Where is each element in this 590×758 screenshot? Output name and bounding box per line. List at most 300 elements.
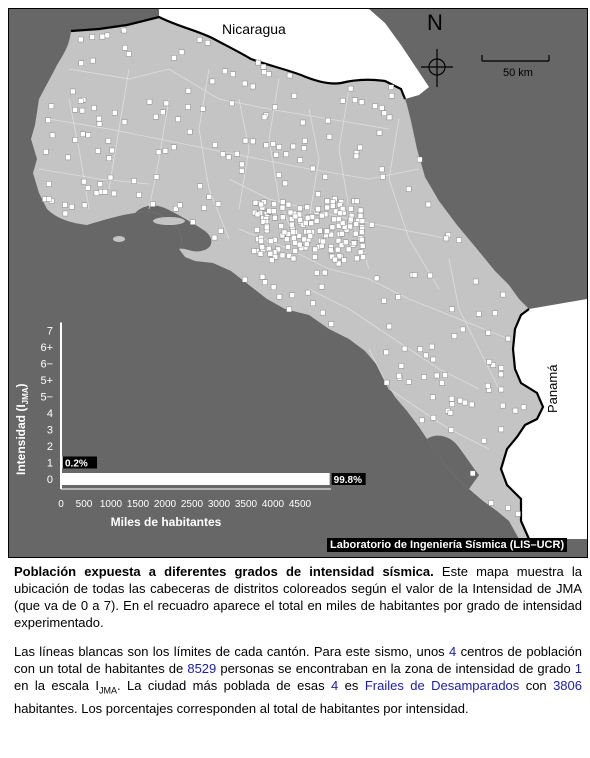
district-marker (449, 307, 454, 312)
district-marker (397, 373, 402, 378)
district-marker (463, 400, 468, 405)
district-marker (147, 99, 152, 104)
district-marker (66, 155, 71, 160)
district-marker (489, 501, 494, 506)
district-marker (486, 330, 491, 335)
district-marker (287, 73, 292, 78)
district-marker (254, 227, 259, 232)
district-marker (258, 251, 263, 256)
district-marker (315, 206, 320, 211)
district-marker (267, 208, 272, 213)
chart-y-tick-label: 2 (46, 441, 53, 453)
district-marker (298, 158, 303, 163)
district-marker (340, 98, 345, 103)
district-marker (499, 387, 504, 392)
district-marker (338, 211, 343, 216)
district-marker (448, 410, 453, 415)
district-marker (164, 101, 169, 106)
island (113, 236, 125, 242)
district-marker (354, 256, 359, 261)
district-marker (69, 204, 74, 209)
caption-text: . La ciudad más poblada de esas (117, 678, 332, 693)
district-marker (312, 255, 317, 260)
district-marker (43, 149, 48, 154)
district-marker (268, 251, 273, 256)
district-marker (291, 230, 296, 235)
district-marker (261, 64, 266, 69)
island (153, 217, 185, 225)
district-marker (500, 403, 505, 408)
district-marker (418, 347, 423, 352)
district-marker (90, 58, 95, 63)
caption-paragraph-1 (14, 563, 582, 631)
district-marker (310, 166, 315, 171)
district-marker (304, 242, 309, 247)
district-marker (216, 202, 221, 207)
district-marker (501, 292, 506, 297)
district-marker (234, 151, 239, 156)
caption-text: en la escala I (14, 678, 100, 693)
district-marker (286, 202, 291, 207)
district-marker (286, 245, 291, 250)
chart-x-tick-label: 3500 (234, 499, 258, 510)
district-marker (321, 239, 326, 244)
district-marker (79, 61, 84, 66)
district-marker (493, 311, 498, 316)
district-marker (360, 243, 365, 248)
district-marker (112, 191, 117, 196)
district-marker (506, 336, 511, 341)
district-marker (313, 247, 318, 252)
district-marker (516, 511, 521, 516)
district-marker (354, 199, 359, 204)
district-marker (354, 222, 359, 227)
district-marker (430, 395, 435, 400)
chart-bar (61, 473, 330, 485)
nicaragua-label: Nicaragua (222, 21, 286, 37)
district-marker (190, 220, 195, 225)
chart-y-tick-label: 5+ (40, 375, 53, 387)
district-marker (250, 139, 255, 144)
district-marker (220, 152, 225, 157)
district-marker (229, 101, 234, 106)
district-marker (291, 256, 296, 261)
district-marker (230, 72, 235, 77)
district-marker (359, 237, 364, 242)
district-marker (373, 104, 378, 109)
district-marker (311, 301, 316, 306)
district-marker (97, 116, 102, 121)
chart-x-tick-label: 4500 (288, 499, 312, 510)
district-marker (380, 174, 385, 179)
district-marker (358, 208, 363, 213)
district-marker (521, 405, 526, 410)
district-marker (452, 334, 457, 339)
district-marker (207, 194, 212, 199)
district-marker (283, 181, 288, 186)
district-marker (122, 120, 127, 125)
district-marker (280, 200, 285, 205)
district-marker (82, 203, 87, 208)
caption-description: Este mapa muestra la ubicación de todas las cabeceras de distritos coloreados según el valor de la Intensidad de JMA (que va de 0 a 7). En el recuadro aparece el total en miles de habitantes por grado de intensidad experimentado. (14, 564, 582, 630)
caption-text: personas se encontraban en la zona de intensidad de grado (216, 661, 575, 676)
district-marker (198, 184, 203, 189)
district-marker (255, 212, 260, 217)
district-marker (243, 138, 248, 143)
caption-text: con (519, 678, 554, 693)
district-marker (449, 428, 454, 433)
district-marker (359, 230, 364, 235)
district-marker (310, 215, 315, 220)
district-marker (308, 234, 313, 239)
district-marker (473, 279, 478, 284)
district-marker (153, 114, 158, 119)
district-marker (323, 174, 328, 179)
caption-text: centros de población con un total de habitantes de (14, 644, 582, 676)
district-marker (291, 144, 296, 149)
district-marker (240, 162, 245, 167)
district-marker (273, 105, 278, 110)
district-marker (431, 357, 436, 362)
north-label: N (427, 10, 443, 35)
district-marker (348, 86, 353, 91)
district-marker (80, 108, 85, 113)
district-marker (91, 106, 96, 111)
district-marker (346, 247, 351, 252)
district-marker (336, 217, 341, 222)
district-marker (95, 149, 100, 154)
district-marker (185, 105, 190, 110)
district-marker (85, 186, 90, 191)
chart-y-tick-label: 5− (40, 391, 53, 404)
district-marker (73, 137, 78, 142)
district-marker (70, 89, 75, 94)
district-marker (46, 118, 51, 123)
district-marker (277, 294, 282, 299)
district-marker (297, 242, 302, 247)
district-marker (335, 247, 340, 252)
district-marker (487, 359, 492, 364)
caption-title: Población expuesta a diferentes grados de intensidad sísmica. (14, 564, 434, 579)
district-marker (330, 225, 335, 230)
chart-x-tick-label: 0 (58, 499, 64, 510)
district-marker (82, 179, 87, 184)
district-marker (387, 324, 392, 329)
district-marker (457, 238, 462, 243)
district-marker (444, 236, 449, 241)
district-marker (460, 327, 465, 332)
costa-rica-map (9, 9, 587, 557)
district-marker (94, 191, 99, 196)
population-total: 8529 (187, 661, 217, 676)
district-marker (288, 210, 293, 215)
district-marker (280, 215, 285, 220)
district-marker (374, 276, 379, 281)
chart-y-tick-label: 6+ (40, 342, 53, 354)
district-marker (103, 189, 108, 194)
district-marker (317, 228, 322, 233)
district-marker (319, 213, 324, 218)
district-marker (305, 290, 310, 295)
chart-y-tick-label: 7 (46, 325, 53, 338)
district-marker (303, 220, 308, 225)
district-marker (63, 202, 68, 207)
district-marker (78, 98, 83, 103)
district-marker (154, 175, 159, 180)
district-marker (218, 228, 223, 233)
district-marker (268, 239, 273, 244)
district-marker (292, 93, 297, 98)
district-marker (213, 142, 218, 147)
district-marker (290, 293, 295, 298)
district-marker (293, 240, 298, 245)
district-marker (197, 37, 202, 42)
district-marker (506, 505, 511, 510)
district-marker (271, 285, 276, 290)
chart-y-tick-label: 4 (46, 408, 53, 420)
district-marker (358, 145, 363, 150)
district-marker (262, 115, 267, 120)
district-marker (406, 187, 411, 192)
district-marker (440, 380, 445, 385)
district-marker (359, 100, 364, 105)
district-marker (343, 240, 348, 245)
district-marker (47, 197, 52, 202)
caption-text: Las líneas blancas son los límites de cada cantón. Para este sismo, unos (14, 644, 450, 659)
district-marker (210, 79, 215, 84)
district-marker (325, 199, 330, 204)
district-marker (300, 120, 305, 125)
district-marker (137, 192, 142, 197)
district-marker (369, 222, 374, 227)
chart-x-tick-label: 1000 (99, 499, 123, 510)
scale-subscript: JMA (99, 685, 118, 696)
district-marker (262, 70, 267, 75)
district-marker (322, 270, 327, 275)
district-marker (49, 104, 54, 109)
chart-y-axis-label: Intensidad $(I_{JMA})$ (14, 383, 30, 475)
scale-label: 50 km (503, 67, 533, 79)
district-marker (316, 192, 321, 197)
district-marker (293, 249, 298, 254)
district-marker (156, 150, 161, 155)
district-marker (291, 235, 296, 240)
district-marker (302, 138, 307, 143)
district-marker (242, 81, 247, 86)
district-marker (358, 250, 363, 255)
district-marker (328, 248, 333, 253)
district-marker (469, 402, 474, 407)
district-marker (186, 88, 191, 93)
district-marker (78, 37, 83, 42)
caption-text: habitantes. Los porcentajes corresponden al total de habitantes por intensidad. (14, 700, 469, 716)
district-marker (434, 373, 439, 378)
district-marker (80, 132, 85, 137)
district-marker (379, 106, 384, 111)
map-panel (8, 8, 588, 558)
district-marker (272, 209, 277, 214)
district-marker (389, 85, 394, 90)
district-marker (320, 310, 325, 315)
district-marker (424, 353, 429, 358)
district-marker (222, 69, 227, 74)
district-marker (406, 379, 411, 384)
district-marker (106, 138, 111, 143)
district-marker (339, 231, 344, 236)
district-marker (172, 55, 177, 60)
district-marker (110, 148, 115, 153)
district-marker (259, 239, 264, 244)
district-marker (449, 396, 454, 401)
district-marker (276, 173, 281, 178)
chart-y-tick-label: 3 (46, 424, 53, 437)
chart-x-tick-label: 1500 (126, 499, 150, 510)
district-marker (289, 222, 294, 227)
district-marker (325, 229, 330, 234)
district-marker (499, 427, 504, 432)
district-marker (242, 277, 247, 282)
district-marker (302, 146, 307, 151)
district-marker (239, 168, 244, 173)
district-marker (46, 181, 51, 186)
district-marker (513, 408, 518, 413)
district-marker (382, 111, 387, 116)
district-marker (402, 346, 407, 351)
district-marker (309, 221, 314, 226)
district-marker (387, 115, 392, 120)
district-marker (348, 224, 353, 229)
district-marker (274, 152, 279, 157)
district-marker (443, 373, 448, 378)
district-marker (499, 372, 504, 377)
district-marker (107, 156, 112, 161)
district-marker (253, 200, 258, 205)
district-marker (160, 110, 165, 115)
district-marker (284, 237, 289, 242)
district-marker (126, 52, 131, 57)
district-marker (342, 258, 347, 263)
district-marker (282, 230, 287, 235)
district-marker (354, 154, 359, 159)
district-marker (298, 217, 303, 222)
district-marker (122, 28, 127, 33)
district-marker (333, 257, 338, 262)
district-marker (297, 206, 302, 211)
district-marker (353, 231, 358, 236)
district-marker (279, 224, 284, 229)
map-caption (14, 563, 582, 729)
district-marker (329, 322, 334, 327)
district-marker (277, 145, 282, 150)
district-marker (260, 274, 265, 279)
district-marker (382, 298, 387, 303)
district-marker (63, 211, 68, 216)
district-marker (150, 202, 155, 207)
district-marker (50, 133, 55, 138)
district-marker (419, 418, 424, 423)
district-marker (179, 50, 184, 55)
district-marker (171, 145, 176, 150)
city-population: 3806 (553, 678, 582, 693)
district-marker (358, 213, 363, 218)
intensity-grade: 1 (574, 661, 582, 676)
chart-x-tick-label: 2000 (153, 499, 177, 510)
district-marker (212, 235, 217, 240)
district-marker (163, 148, 168, 153)
district-marker (252, 249, 257, 254)
district-marker (200, 106, 205, 111)
district-marker (269, 258, 274, 263)
district-marker (98, 182, 103, 187)
district-marker (429, 344, 434, 349)
chart-percent-label: 99.8% (333, 475, 363, 486)
district-marker (332, 217, 337, 222)
district-marker (450, 402, 455, 407)
chart-bar (61, 457, 63, 469)
district-marker (314, 270, 319, 275)
district-marker (272, 202, 277, 207)
chart-percent-label: 0.2% (65, 458, 88, 470)
district-marker (256, 60, 261, 65)
district-marker (305, 205, 310, 210)
district-marker (293, 214, 298, 219)
district-marker (264, 143, 269, 148)
district-marker (399, 363, 404, 368)
district-marker (431, 415, 436, 420)
district-marker (266, 72, 271, 77)
district-marker (177, 203, 182, 208)
chart-y-tick-label: 0 (46, 474, 53, 486)
district-marker (176, 117, 181, 122)
district-marker (90, 35, 95, 40)
district-marker (226, 155, 231, 160)
panama-label: Panamá (545, 364, 560, 413)
district-marker (428, 273, 433, 278)
chart-x-tick-label: 500 (75, 499, 93, 510)
chart-y-tick-label: 1 (46, 457, 53, 470)
district-marker (470, 471, 475, 476)
district-marker (287, 307, 292, 312)
district-marker (499, 366, 504, 371)
district-marker (123, 45, 128, 50)
district-marker (360, 219, 365, 224)
chart-x-tick-label: 4000 (261, 499, 285, 510)
district-marker (476, 311, 481, 316)
district-marker (481, 438, 486, 443)
caption-paragraph-2 (14, 643, 582, 717)
district-marker (263, 280, 268, 285)
district-marker (458, 398, 463, 403)
district-marker (351, 241, 356, 246)
credit-label: Laboratorio de Ingeniería Sísmica (LIS–UCR) (327, 538, 567, 552)
district-marker (412, 273, 417, 278)
population-center-count-2: 4 (331, 678, 339, 693)
population-center-count: 4 (449, 644, 457, 659)
district-marker (108, 175, 113, 180)
district-marker (260, 245, 265, 250)
district-marker (325, 205, 330, 210)
district-marker (348, 206, 353, 211)
chart-x-tick-label: 2500 (180, 499, 204, 510)
district-marker (426, 202, 431, 207)
district-marker (330, 204, 335, 209)
district-marker (132, 179, 137, 184)
chart-x-axis-label: Miles de habitantes (110, 515, 222, 529)
district-marker (377, 130, 382, 135)
caption-text: es (338, 678, 365, 693)
district-marker (86, 133, 91, 138)
district-marker (422, 375, 427, 380)
